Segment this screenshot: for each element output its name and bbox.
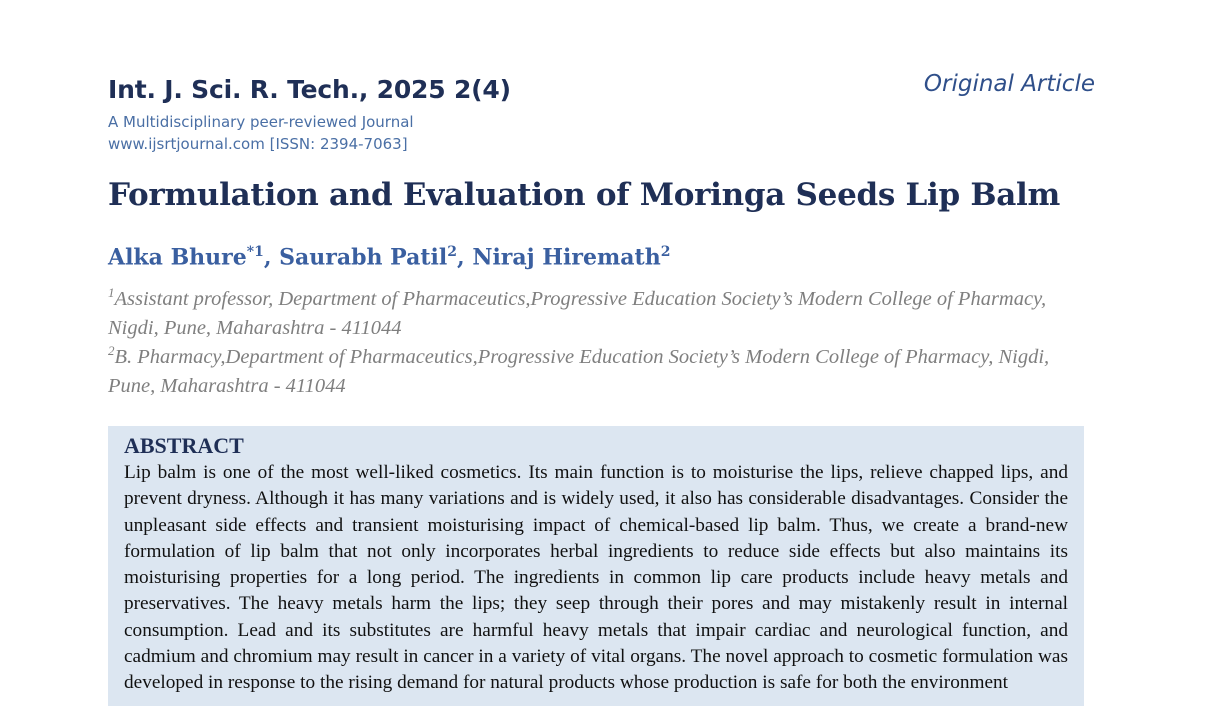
affiliation-number: 2 bbox=[108, 343, 115, 359]
author-name: Saurabh Patil bbox=[279, 244, 448, 271]
journal-subtitle: A Multidisciplinary peer-reviewed Journal bbox=[108, 113, 414, 131]
author-affiliation-mark: 2 bbox=[447, 244, 458, 260]
abstract-heading: ABSTRACT bbox=[124, 433, 244, 458]
author-list bbox=[108, 244, 670, 270]
author-name: Alka Bhure bbox=[108, 244, 247, 271]
author-affiliation-mark: 2 bbox=[660, 244, 671, 260]
affiliation-number: 1 bbox=[108, 285, 115, 301]
affiliation-text: Assistant professor, Department of Pharmaceutics,Progressive Education Society’s Modern College of Pharmacy, Nigdi, Pune, Maharashtra - 411044 bbox=[108, 288, 1047, 339]
affiliation-text: B. Pharmacy,Department of Pharmaceutics,Progressive Education Society’s Modern College of Pharmacy, Nigdi, Pune, Maharashtra - 411044 bbox=[108, 346, 1050, 397]
journal-citation: Int. J. Sci. R. Tech., 2025 2(4) bbox=[108, 75, 511, 104]
author-affiliation-mark: *1 bbox=[246, 244, 264, 260]
paper-title: Formulation and Evaluation of Moringa Seeds Lip Balm bbox=[108, 177, 1061, 213]
abstract-text: Lip balm is one of the most well-liked cosmetics. Its main function is to moisturise the lips, relieve chapped lips, and prevent dryness. Although it has many variations and is widely used, it also has considerable disadvantages. Consider the unpleasant side effects and transient moisturising impact of chemical-based lip balm. Thus, we create a brand-new formulation of lip balm that not only incorporates herbal ingredients to reduce side effects but also maintains its moisturising properties for a long period. The ingredients in common lip care products include heavy metals and preservatives. The heavy metals harm the lips; they seep through their pores and may mistakenly result in internal consumption. Lead and its substitutes are harmful heavy metals that impair cardiac and neurological function, and cadmium and chromium may result in cancer in a variety of vital organs. The novel approach to cosmetic formulation was developed in response to the rising demand for natural products whose production is safe for both the environment bbox=[124, 462, 1068, 694]
author-separator: , bbox=[457, 244, 473, 271]
affiliation-1 bbox=[108, 285, 1068, 343]
affiliation-2 bbox=[108, 343, 1068, 401]
journal-website: www.ijsrtjournal.com [ISSN: 2394-7063] bbox=[108, 135, 408, 153]
author-separator: , bbox=[263, 244, 280, 271]
article-type-label: Original Article bbox=[923, 71, 1095, 97]
abstract-box bbox=[108, 426, 1084, 706]
author-name: Niraj Hiremath bbox=[472, 244, 661, 271]
